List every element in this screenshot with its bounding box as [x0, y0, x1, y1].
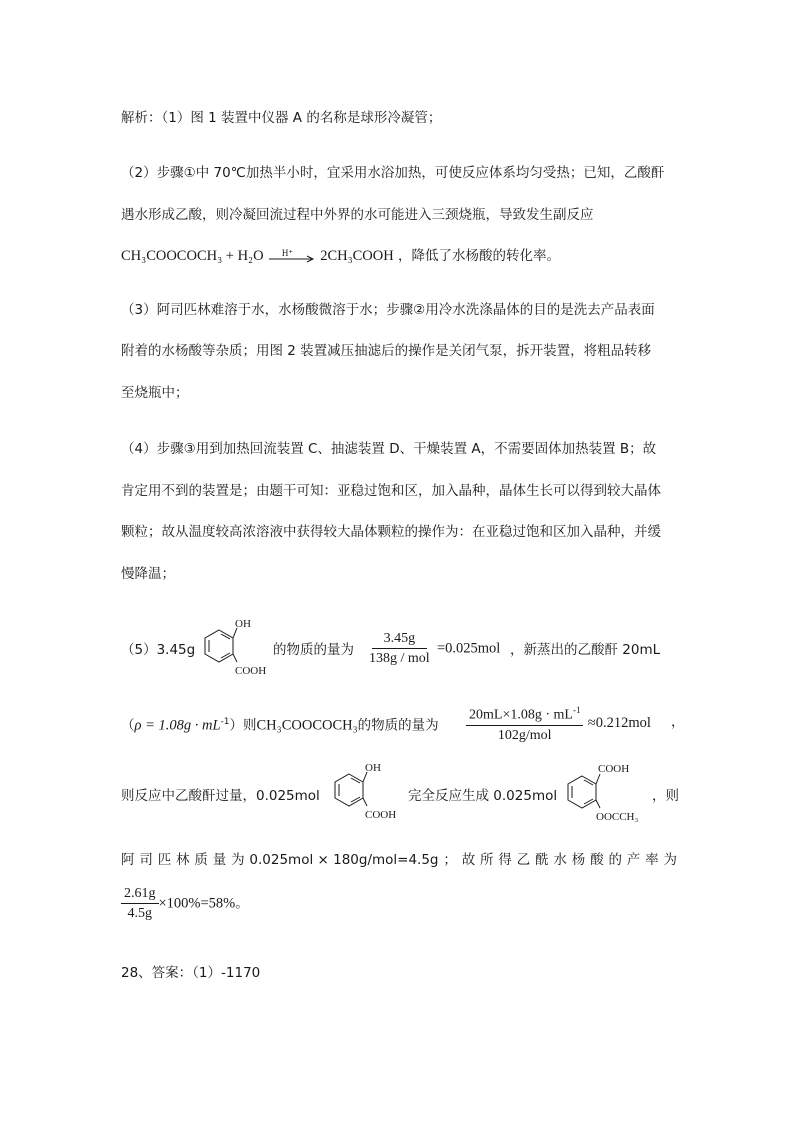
part5-line4	[121, 850, 677, 870]
analysis-part3-line1: （3）阿司匹林难溶于水，水杨酸微溶于水；步骤②用冷水洗涤晶体的目的是洗去产品表面	[121, 302, 655, 318]
fraction-1: $\frac{3.45g}{\text{138g / mol}}$	[369, 631, 430, 666]
justified-word: 杨	[571, 852, 586, 868]
justified-word: 产	[626, 852, 641, 868]
justified-word: 0.025mol × 180g/mol=4.5g	[249, 852, 439, 868]
justified-word: 为	[663, 852, 677, 868]
mol2-cooh-label: COOH	[365, 809, 397, 821]
analysis-part1: 解析：（1）图 1 装置中仪器 A 的名称是球形冷凝管；	[121, 110, 442, 126]
acetic-anhydride-formula: CH₃COOCOCH₃	[256, 717, 358, 734]
justified-word: 所	[480, 852, 494, 868]
mol2-oh-label: OH	[365, 762, 381, 774]
part5-tail1: ，新蒸出的乙酸酐 20mL	[510, 642, 661, 658]
reaction-arrow	[268, 249, 316, 263]
justified-word: 司	[139, 852, 153, 868]
justified-word: 质	[194, 852, 208, 868]
mol-oh-label: OH	[235, 618, 251, 630]
aspirin-structure	[560, 760, 650, 824]
fraction-moles-anhydride: $\frac{20mL\times 1.08g \cdot mL^{-1}}{\text{102g/mol}}$ ≈0.212mol	[466, 702, 651, 744]
analysis-part4-line1: （4）步骤③用到加热回流装置 C、抽滤装置 D、干燥装置 A，不需要固体加热装置 B；故	[121, 441, 657, 457]
equation-products: 2CH₃COOH	[320, 248, 394, 264]
fraction-2: $\frac{20mL\times 1.08g \cdot mL^{-1}}{\text{102g/mol}}$	[466, 702, 583, 744]
aspirin-cooh-label: COOH	[598, 763, 630, 775]
justified-word: 水	[553, 852, 567, 868]
analysis-part3-line3: 至烧瓶中；	[121, 385, 189, 401]
justified-word: 匹	[157, 852, 172, 868]
justified-word: 林	[176, 852, 190, 868]
justified-word: ；	[443, 852, 457, 868]
justified-word: 阿	[121, 852, 135, 868]
analysis-part4-line2: 肯定用不到的装置是；由题干可知：亚稳过饱和区，加入晶种，晶体生长可以得到较大晶体	[121, 483, 661, 499]
part5-line3a: 则反应中乙酸酐过量，0.025mol	[121, 788, 320, 804]
analysis-part4-line3: 颗粒；故从温度较高浓溶液中获得较大晶体颗粒的操作为：在亚稳过饱和区加入晶种，并缓	[121, 524, 661, 540]
part5-prefix: （5）3.45g	[121, 642, 196, 658]
part5-line3c: ，则	[652, 788, 679, 804]
justified-word: 故	[461, 852, 476, 868]
equation-reactants: CH₃COOCOCH₃ + H₂O	[121, 248, 264, 264]
part5-yield-fraction: $\frac{2.61g}{4.5g}$ ×100%=58%。	[121, 885, 249, 922]
justified-word: 的	[608, 852, 622, 868]
aspirin-ester-label: OOCCH₃	[596, 811, 639, 823]
analysis-part4-line4: 慢降温；	[121, 566, 175, 582]
salicylic-acid-structure	[197, 616, 277, 678]
answer-28: 28、答案：（1）-1170	[121, 965, 261, 981]
analysis-part2-line1: （2）步骤①中 70℃加热半小时，宜采用水浴加热，可使反应体系均匀受热；已知，乙酸酐	[121, 165, 665, 181]
justified-word: 得	[498, 852, 512, 868]
part5-line3b: 完全反应生成 0.025mol	[408, 788, 558, 804]
part5-mid: 的物质的量为	[273, 642, 354, 658]
fraction-3: $\frac{2.61g}{4.5g}$	[121, 885, 159, 922]
justified-word: 为	[231, 852, 245, 868]
justified-word: 乙	[516, 852, 531, 868]
salicylic-acid-structure-2	[327, 760, 407, 822]
catalyst-label: H⁺	[281, 248, 294, 258]
analysis-part2-line2: 遇水形成乙酸，则冷凝回流过程中外界的水可能进入三颈烧瓶，导致发生副反应	[121, 207, 594, 223]
justified-word: 率	[645, 852, 659, 868]
mol-cooh-label: COOH	[235, 665, 267, 677]
analysis-part3-line2: 附着的水杨酸等杂质；用图 2 装置减压抽滤后的操作是关闭气泵，拆开装置，将粗品转移	[121, 343, 652, 359]
justified-word: 酰	[535, 852, 549, 868]
analysis-part2-equation-line: CH₃COOCOCH₃ + H₂O H⁺ 2CH₃COOH ，降低了水杨酸的转化率。	[121, 246, 560, 266]
part5-comma: ，	[671, 714, 685, 730]
justified-word: 酸	[590, 852, 604, 868]
part5-line2: $(\rho = 1.08g \cdot mL^{-1})$则CH₃COOCOCH₃的物质的量为	[121, 717, 439, 734]
fraction-moles-salicylic: $\frac{3.45g}{\text{138g / mol}}$ =0.025mol	[366, 630, 500, 667]
justified-word: 量	[212, 852, 227, 868]
